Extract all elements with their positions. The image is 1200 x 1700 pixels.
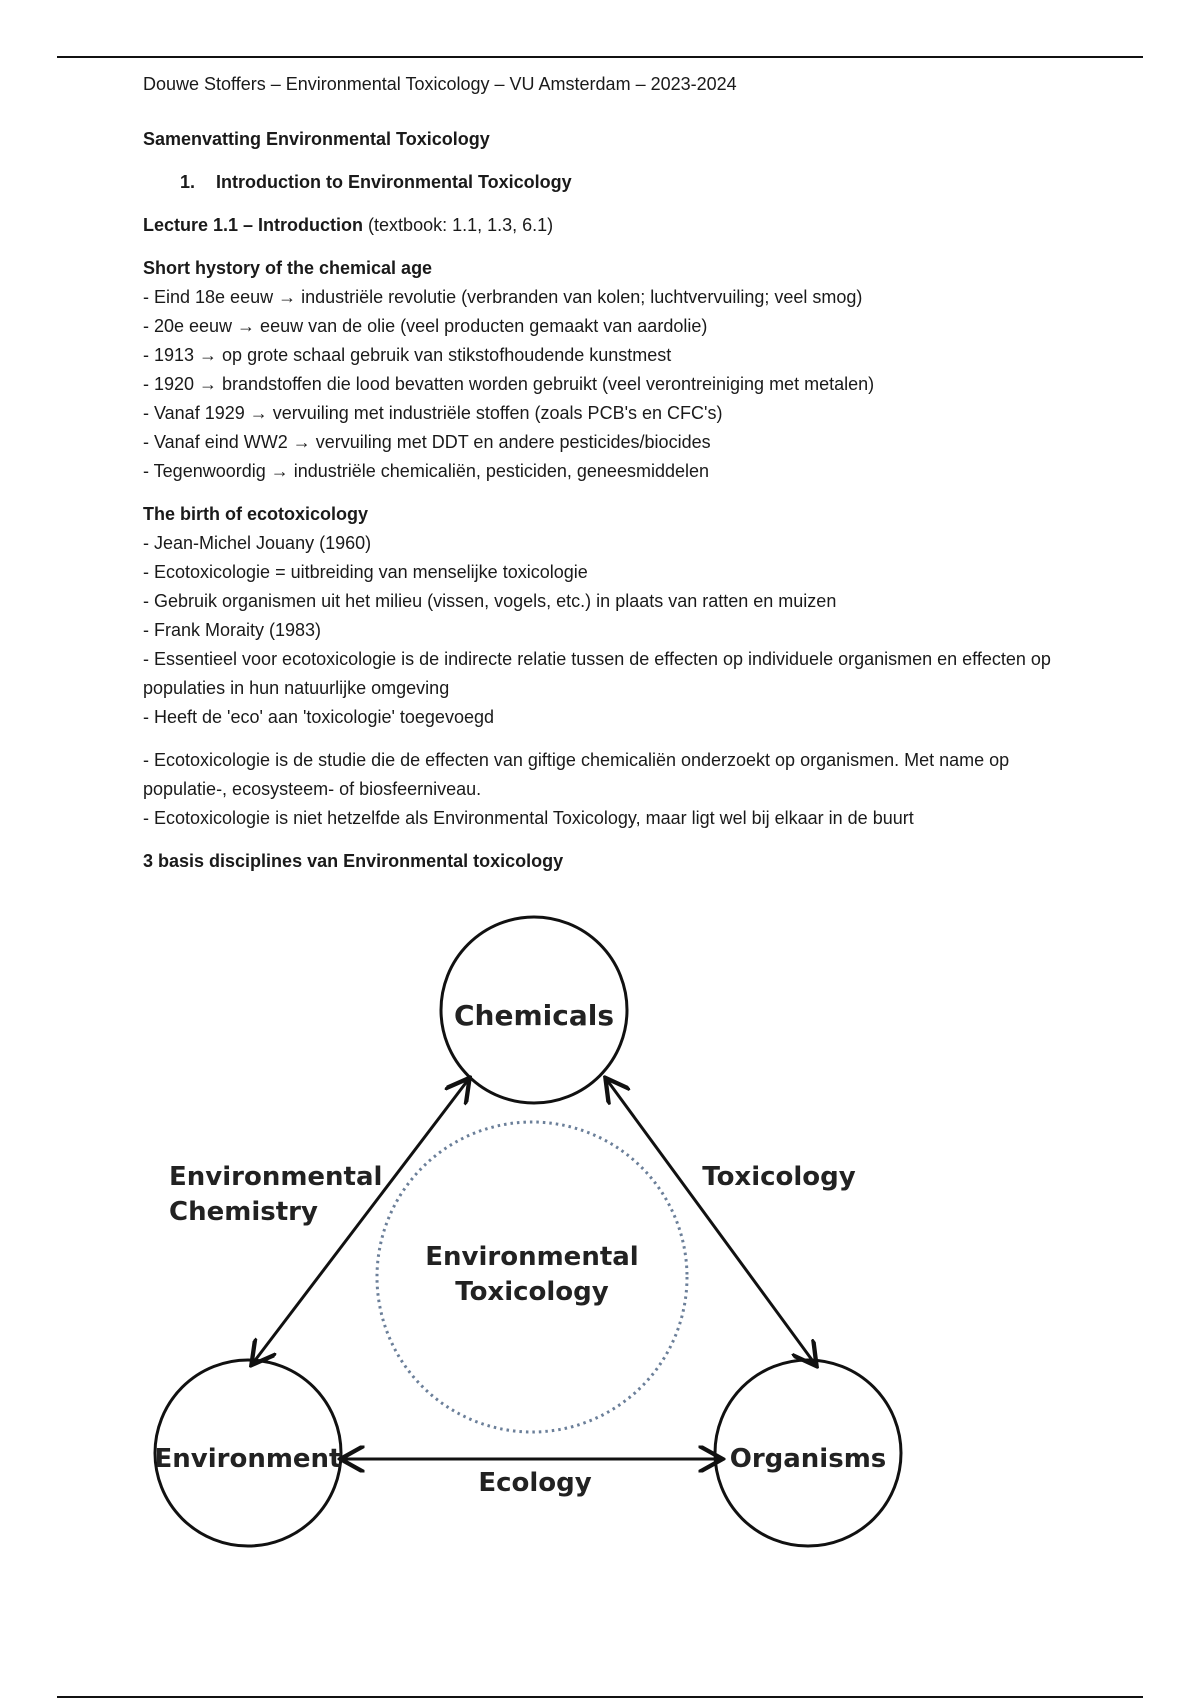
definition-line: - Ecotoxicologie is niet hetzelfde als Environmental Toxicology, maar ligt wel bij elkaar in de buurt — [143, 808, 914, 828]
bottom-rule — [57, 1696, 1143, 1698]
list-item: - Jean-Michel Jouany (1960) — [143, 533, 372, 553]
list-subitem: - Gebruik organismen uit het milieu (vissen, vogels, etc.) in plaats van ratten en muizen — [143, 591, 837, 611]
list-item: - Vanaf 1929 → vervuiling met industriële stoffen (zoals PCB's en CFC's) — [143, 403, 723, 423]
document-title: Samenvatting Environmental Toxicology — [143, 129, 490, 149]
list-item: - Vanaf eind WW2 → vervuiling met DDT en andere pesticides/biocides — [143, 432, 711, 452]
center-label-line2: Toxicology — [455, 1277, 609, 1307]
lecture-heading — [143, 211, 1073, 240]
chapter-title: Introduction to Environmental Toxicology — [216, 172, 572, 192]
definition-line: - Ecotoxicologie is de studie die de effecten van giftige chemicaliën onderzoekt op organismen. Met name op populatie-, ecosysteem- of biosfeerniveau. — [143, 750, 1010, 799]
chemicals-label: Chemicals — [453, 999, 615, 1032]
list-subitem: - Ecotoxicologie = uitbreiding van menselijke toxicologie — [143, 562, 588, 582]
list-item: - Tegenwoordig → industriële chemicaliën, pesticiden, geneesmiddelen — [143, 461, 709, 481]
diagram-heading: 3 basis disciplines van Environmental toxicology — [143, 851, 564, 871]
list-item: - 20e eeuw → eeuw van de olie (veel producten gemaakt van aardolie) — [143, 316, 708, 336]
disciplines-diagram — [143, 912, 923, 1562]
center-label-line1: Environmental — [425, 1242, 639, 1272]
toxicology-edge-label: Toxicology — [702, 1162, 856, 1192]
definition-paragraph — [143, 746, 1073, 833]
disciplines-diagram-svg — [143, 912, 923, 1562]
ecology-label: Ecology — [478, 1468, 592, 1498]
environment-label: Environment — [154, 1444, 342, 1474]
list-item: - 1913 → op grote schaal gebruik van stikstofhoudende kunstmest — [143, 345, 672, 365]
environmental-chemistry-label-line2: Chemistry — [169, 1197, 318, 1227]
list-subitem: - Heeft de 'eco' aan 'toxicologie' toegevoegd — [143, 707, 494, 727]
list-item: - 1920 → brandstoffen die lood bevatten worden gebruikt (veel verontreiniging met metalen) — [143, 374, 875, 394]
history-list — [143, 283, 1073, 486]
birth-list — [143, 529, 1073, 732]
birth-heading: The birth of ecotoxicology — [143, 504, 369, 524]
toxicology-arrow — [607, 1080, 815, 1364]
lecture-title: Lecture 1.1 – Introduction — [143, 215, 364, 235]
document-header: Douwe Stoffers – Environmental Toxicology – VU Amsterdam – 2023-2024 — [143, 74, 737, 94]
chapter-number: 1. — [180, 172, 196, 192]
history-heading: Short hystory of the chemical age — [143, 258, 433, 278]
list-item: - Eind 18e eeuw → industriële revolutie (verbranden van kolen; luchtvervuiling; veel smog) — [143, 287, 863, 307]
list-item: - Frank Moraity (1983) — [143, 620, 322, 640]
list-subitem: - Essentieel voor ecotoxicologie is de indirecte relatie tussen de effecten op individuele organismen en effecten op populaties in hun natuurlijke omgeving — [143, 649, 1051, 698]
organisms-label: Organisms — [729, 1444, 887, 1474]
environmental-chemistry-label-line1: Environmental — [169, 1162, 383, 1192]
chapter-heading — [180, 168, 1073, 197]
lecture-reference: (textbook: 1.1, 1.3, 6.1) — [363, 215, 554, 235]
top-rule — [57, 56, 1143, 58]
document-body — [143, 70, 1073, 876]
